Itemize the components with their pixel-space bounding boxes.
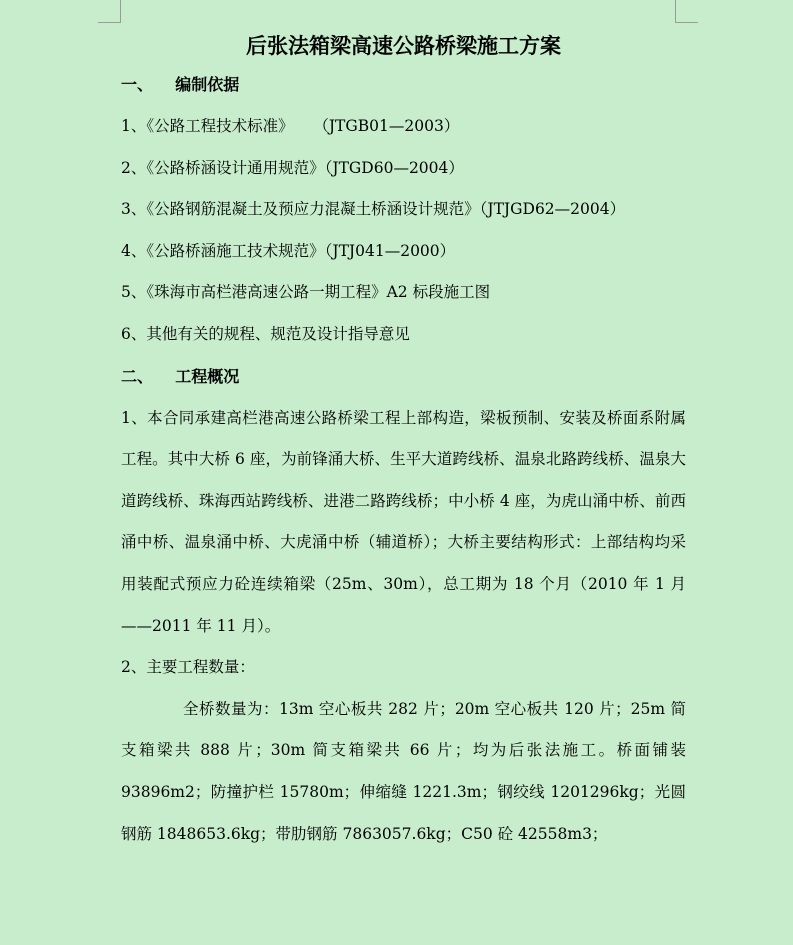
document-page — [121, 28, 691, 855]
basis-item-5: 5、《珠海市高栏港高速公路一期工程》A2 标段施工图 — [121, 283, 491, 302]
section-heading-basis: 一、 编制依据 — [121, 75, 240, 94]
section-heading-overview: 二、 工程概况 — [121, 366, 240, 386]
document-title: 后张法箱梁高速公路桥梁施工方案 — [246, 33, 561, 58]
quantities-paragraph: 全桥数量为：13m 空心板共 282 片；20m 空心板共 120 片；25m 简支箱梁共 888 片；30m 简支箱梁共 66 片；均为后张法施工。桥面铺装 93896m2；防撞护栏 15780m；伸缩缝 1221.3m；钢绞线 1201296kg；光圆钢筋 1848653.6kg；带肋钢筋 7863057.6kg；C50 砼 42558m3； — [121, 699, 691, 843]
basis-item-6: 6、其他有关的规程、规范及设计指导意见 — [121, 324, 410, 343]
quantities-label: 2、主要工程数量： — [121, 658, 255, 677]
basis-item-1: 1、《公路工程技术标准》 （JTGB01—2003） — [121, 117, 460, 135]
basis-item-3: 3、《公路钢筋混凝土及预应力混凝土桥涵设计规范》（JTJGD62—2004） — [121, 200, 626, 219]
overview-paragraph: 1、本合同承建高栏港高速公路桥梁工程上部构造，梁板预制、安装及桥面系附属工程。其中大桥 6 座，为前锋涌大桥、生平大道跨线桥、温泉北路跨线桥、温泉大道跨线桥、珠海西站跨线桥、进港二路跨线桥；中小桥 4 座，为虎山涌中桥、前西涌中桥、温泉涌中桥、大虎涌中桥（辅道桥）；大桥主要结构形式：上部结构均采用装配式预应力砼连续箱梁（25m、30m），总工期为 18 个月（2010 年 1 月——2011 年 11 月）。 — [121, 408, 686, 635]
basis-item-2: 2、《公路桥涵设计通用规范》（JTGD60—2004） — [121, 158, 464, 177]
basis-item-4: 4、《公路桥涵施工技术规范》（JTJ041—2000） — [121, 241, 456, 260]
page-corner-mark-left — [98, 0, 121, 23]
page-corner-mark-right — [675, 0, 698, 23]
